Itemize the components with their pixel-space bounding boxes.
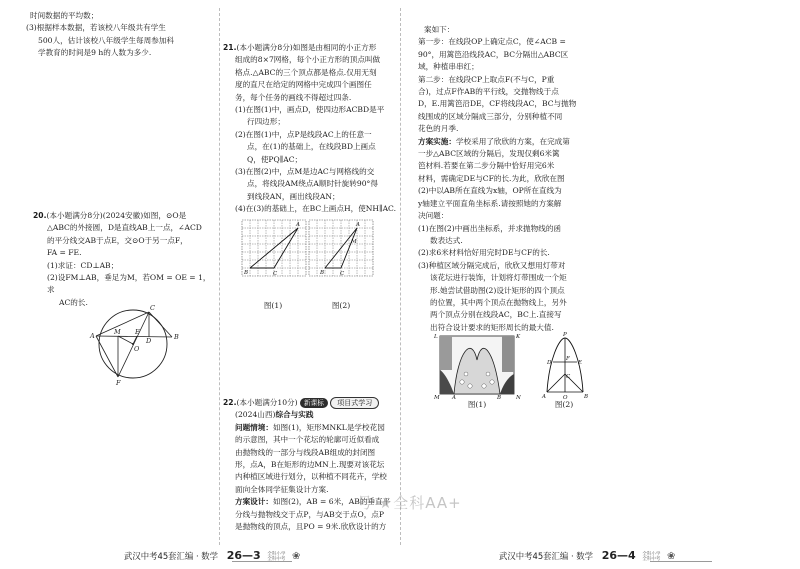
text-line: (3)根据样本数据，若该校八年级共有学生	[26, 23, 166, 33]
q21-stem-text: (本小题满分8分)如图是由相同的小正方形	[236, 43, 377, 52]
q22-problem-line	[223, 422, 398, 434]
label-f: F	[566, 356, 570, 362]
text-line: 案如下：	[424, 25, 455, 34]
q21-subquestion-1: (1)在图(1)中，画点D，使四边形ACBD是平	[235, 105, 385, 115]
q22-problem-line: 形，点A，B在矩形的边MN上.现要对该花坛	[235, 460, 385, 470]
implementation-line: 决问题：	[418, 211, 449, 221]
q22-subquestion-3-cont: 出符合设计要求的矩形周长的最大值.	[430, 322, 554, 332]
q22-subquestion-3-cont: 的位置，其中两个顶点在抛物线上，另外	[430, 297, 567, 307]
label-e: E	[578, 360, 583, 366]
text-line: 学教育的时间是9 h的人数为多少.	[38, 48, 152, 58]
label-a: A	[90, 332, 95, 340]
q22-subquestion-3-cont: 该花坛进行装饰，计划将灯带围成一个矩	[430, 273, 567, 283]
label-e: E	[135, 328, 140, 336]
q22-subquestion-3: (3)种植区域分隔完成后，欣欣又想用灯带对	[418, 260, 566, 270]
q22-caption-1: 图(1)	[467, 400, 487, 409]
q21-stem-line: 度的直尺在给定的网格中完成四个画图任	[235, 80, 372, 90]
q22-problem-line: 面向全体同学征集设计方案.	[235, 484, 329, 494]
q20-stem-line: 的平分线交AB于点E，交⊙O于另一点F，	[47, 235, 188, 245]
step-1: 第一步：在线段OP上确定点C，使∠ACB =	[418, 37, 566, 47]
q21-subquestion-3: (3)在图(2)中，点M是边AC与网格线的交	[235, 167, 375, 177]
q22-subquestion-3-cont: 两个顶点分别在线段AC，BC上.直接写	[430, 310, 562, 320]
line-oe	[133, 336, 137, 344]
q22-design-line: 是抛物线的顶点，且PO = 9米.欣欣设计的方	[235, 522, 387, 532]
parabola-figure-2	[537, 330, 593, 400]
line-ab	[96, 336, 172, 337]
design-text: 如图(2)，AB = 6米，AB的垂直平	[272, 497, 391, 507]
q21-subquestion-2-cont: 点，在(1)的基础上，在线段BD上画点	[247, 142, 376, 152]
q20-stem-line: FA = FE.	[47, 248, 82, 258]
question-number: 20.	[33, 211, 47, 220]
line-ac	[96, 312, 149, 336]
q21-stem-line: 格点.△ABC的三个顶点都是格点.仅用无刻	[235, 67, 377, 77]
step-2: 第二步：在线段CP上取点F(不与C，P重	[418, 74, 555, 84]
question-21	[223, 42, 398, 216]
project-learning-badge: 项目式学习	[330, 397, 379, 409]
q21-stem-line	[223, 42, 398, 54]
column-divider	[219, 8, 220, 545]
label-b: B	[174, 333, 179, 341]
q21-grid-figure-2	[305, 216, 375, 278]
label-a: A	[356, 222, 360, 228]
q21-subquestion-3-cont: 点，将线段AM绕点A顺时针旋转90°得	[247, 179, 378, 189]
label-c: C	[340, 271, 345, 277]
q21-subquestion-2-cont: Q，使PQ∥AC；	[247, 154, 303, 164]
label-c: C	[150, 304, 155, 312]
label-c: C	[273, 271, 278, 277]
label-n: N	[516, 395, 521, 400]
label-d: D	[146, 337, 152, 345]
footer-left	[124, 549, 300, 562]
column-1	[20, 10, 220, 60]
line-af	[96, 336, 118, 377]
q21-subquestion-3-cont: 到线段AN，画出线段AN；	[247, 191, 340, 201]
q22-subquestion-3-cont: 形.她尝试借助图(2)设计矩形的四个顶点	[430, 285, 565, 295]
publisher-logo: 全科小学 全科中考	[267, 551, 286, 562]
footer-right	[499, 549, 675, 562]
line-cb	[149, 312, 172, 337]
segment-ac	[274, 228, 298, 268]
q22-subquestion-1-cont: 数表达式.	[430, 235, 463, 245]
implementation-line: 一步△ABC区域的分隔后，发现仅剩6米篱	[418, 149, 560, 159]
question-number: 21.	[223, 43, 237, 52]
q20-stem-text: (本小题满分8分)(2024安徽)如图，⊙O是	[46, 211, 187, 220]
label-l: L	[434, 334, 438, 340]
label-a: A	[296, 222, 300, 228]
step-2-cont: 花色的月季.	[418, 124, 459, 134]
implementation-line: y轴建立平面直角坐标系.请按照她的方案解	[418, 198, 562, 208]
question-number: 22.	[223, 398, 237, 407]
q22-design-line: 分线与抛物线交于点P，与AB交于点O，点P	[235, 509, 385, 519]
label-f: F	[116, 379, 121, 387]
q22-subquestion-1: (1)在图(2)中画出坐标系，并求抛物线的函	[418, 223, 562, 233]
step-1-cont: 域，种植串串红；	[418, 62, 479, 72]
q21-stem-line: 组成的8×7网格，每个小正方形的顶点叫做	[235, 55, 381, 65]
q22-source-line	[223, 409, 398, 421]
label-m: M	[434, 395, 440, 400]
problem-label: 问题情境：	[235, 422, 273, 432]
step-2-cont: D，E.用篱笆沿DE，CF将线段AC，BC与抛物	[418, 99, 577, 109]
q22-title: 综合与实践	[275, 410, 314, 420]
mascot-icon: ❀	[667, 551, 676, 562]
text-line: 500人，估计该校八年级学生每周参加科	[38, 35, 174, 45]
label-o: O	[134, 345, 140, 353]
q21-caption-2: 图(2)	[331, 301, 351, 310]
footer-title: 武汉中考45套汇编 · 数学	[124, 551, 219, 561]
label-b: B	[497, 395, 502, 400]
q21-subquestion-1-cont: 行四边形；	[247, 117, 285, 127]
footer-title: 武汉中考45套汇编 · 数学	[499, 551, 594, 561]
segment-ac	[547, 374, 565, 392]
label-o: O	[563, 395, 568, 400]
garden-figure-1	[432, 330, 522, 400]
implementation-line	[418, 136, 593, 148]
watermark: 号 ★全科AA+	[357, 494, 462, 512]
new-curriculum-badge: 新课标	[300, 398, 328, 408]
q22-caption-2: 图(2)	[554, 400, 574, 409]
mascot-icon: ❀	[292, 551, 301, 562]
label-k: K	[516, 334, 521, 340]
implementation-line: 笆材料.若要在第二步分隔中恰好用完6米	[418, 161, 555, 171]
label-m: M	[351, 239, 357, 245]
label-c: C	[566, 374, 571, 380]
label-b: B	[244, 270, 249, 276]
step-2-cont: 线围成的区域分隔成三部分，分别种植不同	[418, 111, 563, 121]
problem-text: 如图(1)，矩形MNKL是学校花园	[272, 422, 385, 432]
implementation-text: 学校采用了欣欣的方案，在完成第	[455, 136, 570, 146]
q20-subquestion-2-cont: AC的长.	[59, 297, 88, 307]
text-line: 时间数据的平均数；	[30, 11, 99, 20]
label-p: P	[563, 332, 567, 338]
q22-source: (2024山西)	[235, 410, 276, 420]
q22-score: (本小题满分10分)	[236, 398, 298, 407]
step-1-cont: 90°，用篱笆沿线段AC，BC分隔出△ABC区	[418, 49, 569, 59]
label-d: D	[547, 360, 552, 366]
label-m: M	[114, 328, 121, 336]
line-om	[118, 336, 133, 344]
q21-subquestion-2: (2)在图(1)中，点P是线段AC上的任意一	[235, 129, 372, 139]
q20-circle-figure	[88, 300, 198, 390]
q22-problem-line: 内种植区域进行划分，以种植不同花卉，学校	[235, 472, 387, 482]
right-bed	[502, 336, 514, 372]
q21-caption-1: 图(1)	[263, 301, 283, 310]
q21-subquestion-4: (4)在(3)的基础上，在BC上画点H，使NH∥AC.	[235, 204, 397, 214]
label-b: B	[320, 270, 325, 276]
implementation-line: (2)中以AB所在直线为x轴，OP所在直线为	[418, 186, 562, 196]
q21-stem-line: 务，每个任务的画线不得超过四条.	[235, 92, 352, 102]
q21-grid-figure-1	[238, 216, 308, 278]
left-bed	[440, 336, 452, 370]
publisher-logo: 全科小学 全科中考	[642, 551, 661, 562]
page-number: 26—4	[601, 549, 636, 562]
question-20	[33, 210, 213, 309]
q20-stem-line: △ABC的外接圆，D是直线AB上一点，∠ACD	[47, 223, 202, 233]
q22-problem-line: 的示意图，其中一个花坛的轮廓可近似看成	[235, 435, 380, 445]
q20-subquestion-1: (1)求证：CD⊥AB；	[47, 260, 119, 270]
implementation-line: 材料，需确定DE与CF的长.为此，欣欣在图	[418, 173, 565, 183]
q20-subquestion-2: (2)设FM⊥AB，垂足为M，若OM = OE = 1，求	[47, 273, 211, 295]
column-divider	[400, 8, 401, 545]
implementation-label: 方案实施：	[418, 136, 456, 146]
step-2-cont: 合)，过点F作AB的平行线，交抛物线于点	[418, 87, 559, 97]
label-a: A	[452, 395, 456, 400]
label-b: B	[584, 394, 589, 400]
q20-stem-line	[33, 210, 213, 222]
q22-subquestion-2: (2)求6米材料恰好用完时DE与CF的长.	[418, 248, 550, 258]
page-number: 26—3	[226, 549, 261, 562]
q22-problem-line: 由抛物线的一部分与线段AB组成的封闭图	[235, 447, 376, 457]
q22-header	[223, 397, 398, 409]
label-a: A	[542, 394, 546, 400]
column-3	[418, 24, 593, 334]
design-label: 方案设计：	[235, 497, 273, 507]
